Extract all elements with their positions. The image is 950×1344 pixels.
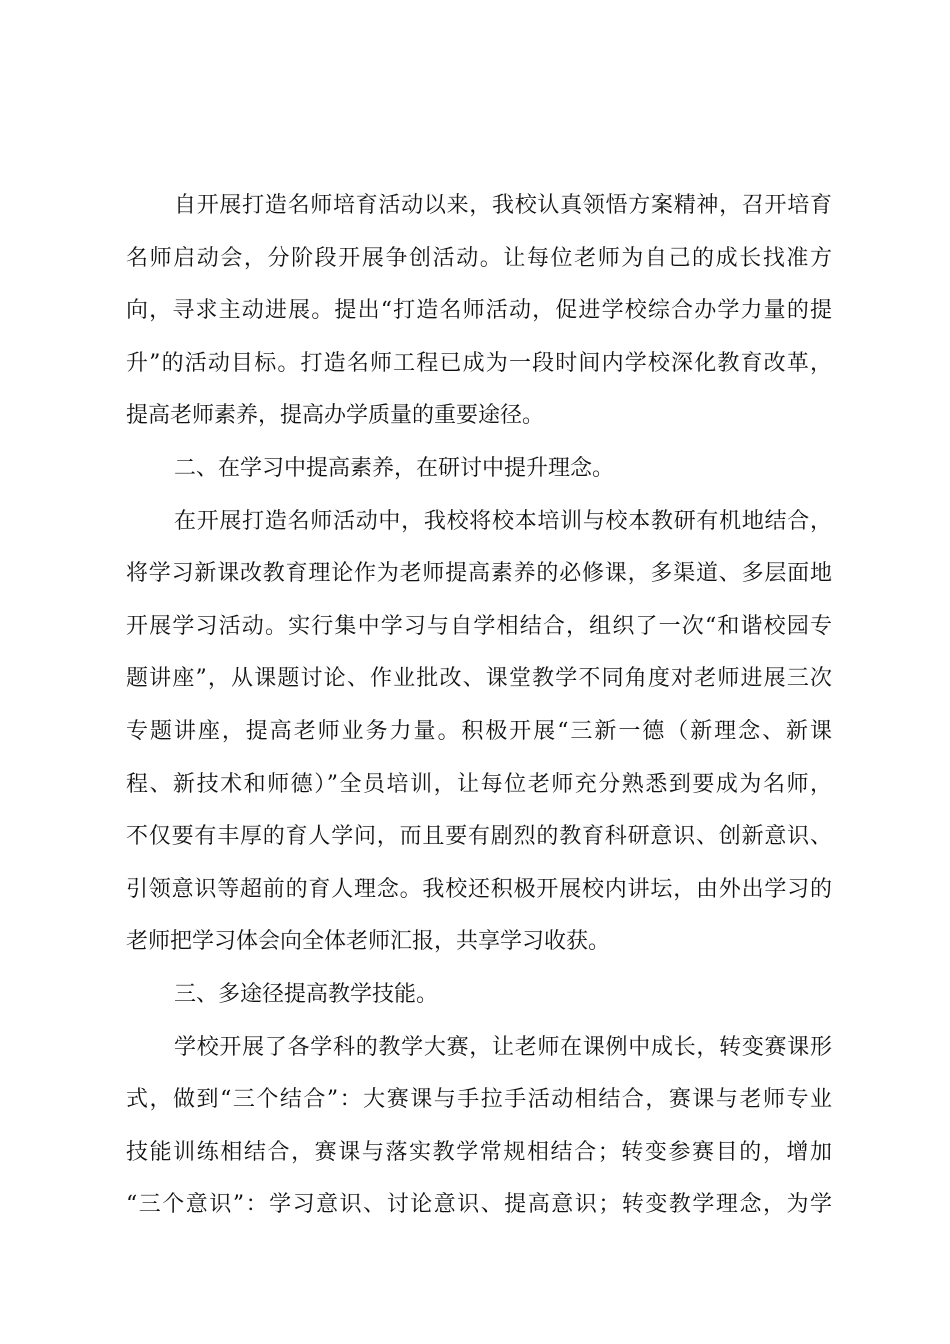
paragraph-line: 提高老师素养，提高办学质量的重要途径。 [126,403,545,429]
paragraph-line: 将学习新课改教育理论作为老师提高素养的必修课，多渠道、多层面地 [126,561,832,587]
paragraph-line: 老师把学习体会向全体老师汇报，共享学习收获。 [126,929,611,955]
section-heading: 三、多途径提高教学技能。 [174,981,439,1007]
section-heading: 二、在学习中提高素养，在研讨中提升理念。 [174,455,615,481]
paragraph-line: 在开展打造名师活动中，我校将校本培训与校本教研有机地结合， [174,508,832,534]
paragraph-line: 技能训练相结合，赛课与落实教学常规相结合；转变参赛目的，增加 [126,1139,832,1165]
paragraph-line: 题讲座”，从课题讨论、作业批改、课堂教学不同角度对老师进展三次 [126,666,832,692]
paragraph-line: 程、新技术和师德）”全员培训，让每位老师充分熟悉到要成为名师， [126,771,832,797]
paragraph-line: 学校开展了各学科的教学大赛，让老师在课例中成长，转变赛课形 [174,1034,832,1060]
document-body [126,180,832,1232]
paragraph-line: “三个意识”：学习意识、讨论意识、提高意识；转变教学理念，为学 [126,1192,832,1218]
paragraph-line: 自开展打造名师培育活动以来，我校认真领悟方案精神，召开培育 [174,193,832,218]
paragraph-line: 专题讲座，提高老师业务力量。积极开展“三新一德（新理念、新课 [126,718,832,744]
paragraph-line: 升”的活动目标。打造名师工程已成为一段时间内学校深化教育改革， [126,350,832,376]
paragraph-line: 名师启动会，分阶段开展争创活动。让每位老师为自己的成长找准方 [126,245,832,271]
paragraph-line: 向，寻求主动进展。提出“打造名师活动，促进学校综合办学力量的提 [126,298,832,324]
paragraph-line: 不仅要有丰厚的育人学问，而且要有剧烈的教育科研意识、创新意识、 [126,824,832,850]
paragraph-line: 式，做到“三个结合”：大赛课与手拉手活动相结合，赛课与老师专业 [126,1087,832,1113]
paragraph-line: 引领意识等超前的育人理念。我校还积极开展校内讲坛，由外出学习的 [126,876,832,902]
paragraph-line: 开展学习活动。实行集中学习与自学相结合，组织了一次“和谐校园专 [126,613,832,639]
